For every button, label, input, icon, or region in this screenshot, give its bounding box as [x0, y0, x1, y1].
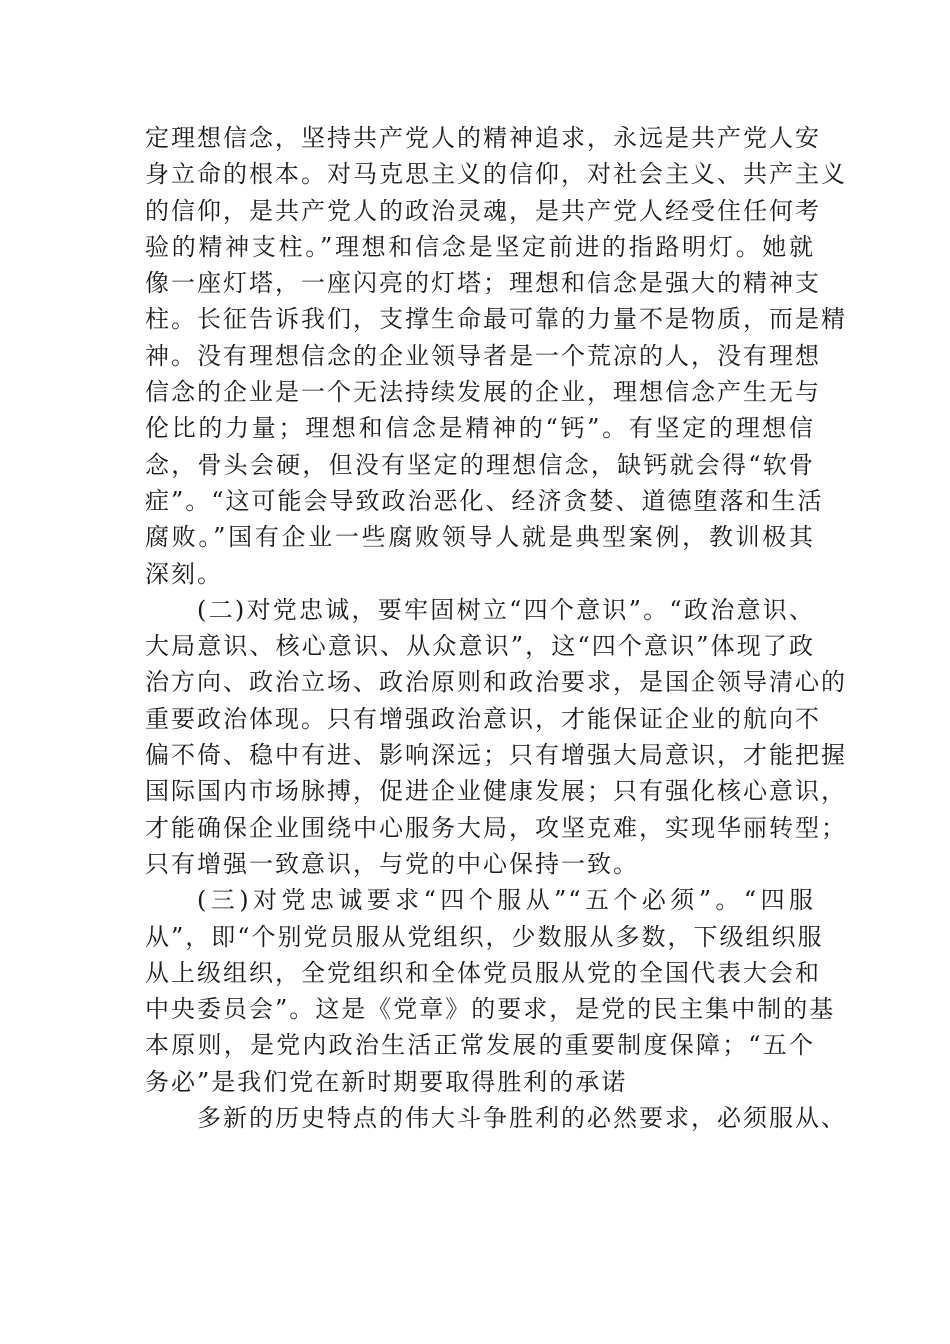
text-line: 治方向、政治立场、政治原则和政治要求，是国企领导清心的	[145, 668, 847, 697]
text-line: 症”。“这可能会导致政治恶化、经济贪婪、道德堕落和生活	[145, 486, 824, 515]
text-line: 腐败。”国有企业一些腐败领导人就是典型案例，教训极其	[145, 523, 815, 552]
text-line: 验的精神支柱。”理想和信念是坚定前进的指路明灯。她就	[145, 232, 815, 261]
text-line: 偏不倚、稳中有进、影响深远；只有增强大局意识，才能把握	[145, 741, 847, 770]
text-line: 本原则，是党内政治生活正常发展的重要制度保障；“五个	[145, 1031, 815, 1060]
text-line: 的信仰，是共产党人的政治灵魂，是共产党人经受住任何考	[145, 196, 821, 225]
body-text	[145, 120, 847, 1136]
text-line: 像一座灯塔，一座闪亮的灯塔；理想和信念是强大的精神支	[145, 269, 821, 298]
text-line: 从上级组织，全党组织和全体党员服从党的全国代表大会和	[145, 958, 821, 987]
text-line: 国际国内市场脉搏，促进企业健康发展；只有强化核心意识，	[145, 777, 847, 806]
text-line: 神。没有理想信念的企业领导者是一个荒凉的人，没有理想	[145, 341, 821, 370]
text-line: 只有增强一致意识，与党的中心保持一致。	[145, 849, 639, 878]
text-line: 中央委员会”。这是《党章》的要求，是党的民主集中制的基	[145, 995, 836, 1024]
text-line: 信念的企业是一个无法持续发展的企业，理想信念产生无与	[145, 378, 821, 407]
text-line: 才能确保企业围绕中心服务大局，攻坚克难，实现华丽转型；	[145, 813, 847, 842]
text-line: 柱。长征告诉我们，支撑生命最可靠的力量不是物质，而是精	[145, 305, 847, 334]
text-line: 大局意识、核心意识、从众意识”，这“四个意识”体现了政	[145, 632, 815, 661]
text-line: 身立命的根本。对马克思主义的信仰，对社会主义、共产主义	[145, 160, 847, 189]
section-heading-line: (二)对党忠诚，要牢固树立“四个意识”。“政治意识、	[197, 595, 815, 624]
text-line: 深刻。	[145, 559, 223, 588]
text-line: 多新的历史特点的伟大斗争胜利的必然要求，必须服从、	[197, 1104, 847, 1133]
text-line: 定理想信念，坚持共产党人的精神追求，永远是共产党人安	[145, 124, 821, 152]
text-line: 念，骨头会硬，但没有坚定的理想信念，缺钙就会得“软骨	[145, 450, 815, 479]
section-heading-line: (三)对党忠诚要求“四个服从”“五个必须”。“四服	[197, 886, 815, 915]
text-line: 从”，即“个别党员服从党组织，少数服从多数，下级组织服	[145, 922, 824, 951]
text-line: 伦比的力量；理想和信念是精神的“钙”。有坚定的理想信	[145, 414, 815, 443]
text-line: 重要政治体现。只有增强政治意识，才能保证企业的航向不	[145, 704, 821, 733]
text-line: 务必”是我们党在新时期要取得胜利的承诺	[145, 1067, 628, 1096]
